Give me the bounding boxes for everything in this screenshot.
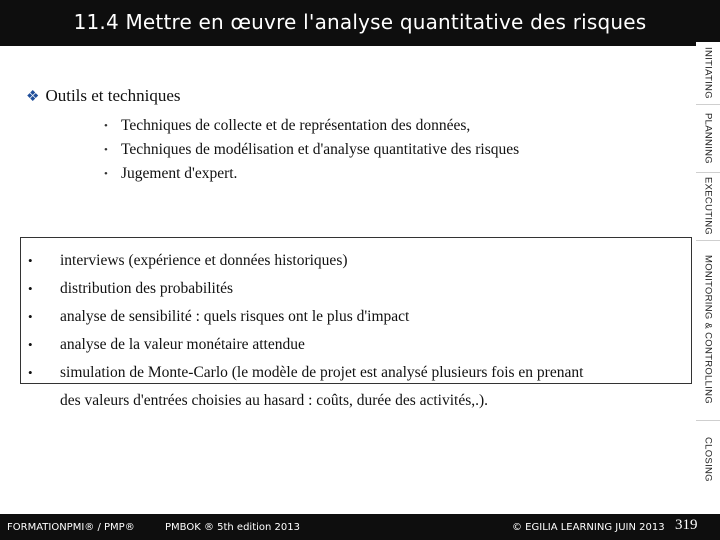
footer-edition-label: PMBOK ® 5th edition 2013 [165,522,300,533]
phase-monitoring-label: MONITORING & CONTROLLING [702,255,714,405]
footer-course-label: FORMATIONPMI® / PMP® [7,522,135,533]
page-number: 319 [675,517,698,533]
list-item-text: Techniques de modélisation et d'analyse quantitative des risques [121,141,520,158]
phase-executing-tab[interactable] [696,172,720,241]
footer-bar [0,514,720,540]
diamond-bullet-icon: ❖ [26,88,40,105]
section-heading-text: Outils et techniques [45,86,181,105]
bullet-icon: • [28,253,33,268]
detail-item-continuation: des valeurs d'entrées choisies au hasard : coûts, durée des activités,.). [60,392,489,409]
bullet-icon: • [104,120,108,132]
phase-initiating-label: INITIATING [702,47,714,99]
detail-item-text: analyse de sensibilité : quels risques ont le plus d'impact [60,308,410,325]
phase-planning-label: PLANNING [702,112,714,164]
bullet-icon: • [28,365,33,380]
tools-list [104,116,520,188]
phase-executing-label: EXECUTING [702,176,714,236]
details-list [28,247,688,415]
detail-item [28,247,688,275]
bullet-icon: • [104,168,108,180]
phase-closing-tab[interactable] [696,420,720,498]
bullet-icon: • [104,144,108,156]
header-bar [0,0,720,46]
detail-item [28,359,688,387]
phase-monitoring-tab[interactable] [696,240,720,421]
bullet-icon: • [28,309,33,324]
list-item [104,164,519,188]
bullet-icon: • [28,281,33,296]
list-item [104,116,519,140]
details-box [20,237,692,409]
list-item-text: Jugement d'expert. [121,165,238,182]
footer-copyright: © EGILIA LEARNING JUIN 2013 [512,522,665,533]
detail-item-text: distribution des probabilités [60,280,234,297]
detail-item-text: analyse de la valeur monétaire attendue [60,336,305,353]
process-phase-bar [696,42,720,498]
phase-planning-tab[interactable] [696,104,720,173]
detail-item [28,303,688,331]
detail-item [28,275,688,303]
list-item [104,140,520,164]
detail-item-text: simulation de Monte-Carlo (le modèle de projet est analysé plusieurs fois en prenant [60,364,584,381]
detail-item [28,331,688,359]
slide-title: 11.4 Mettre en œuvre l'analyse quantitative des risques [73,10,647,34]
bullet-icon: • [28,337,33,352]
detail-item-text: interviews (expérience et données historiques) [60,252,348,269]
section-heading [26,86,180,106]
phase-initiating-tab[interactable] [696,42,720,105]
phase-closing-label: CLOSING [702,436,714,482]
list-item-text: Techniques de collecte et de représentation des données, [121,117,471,134]
